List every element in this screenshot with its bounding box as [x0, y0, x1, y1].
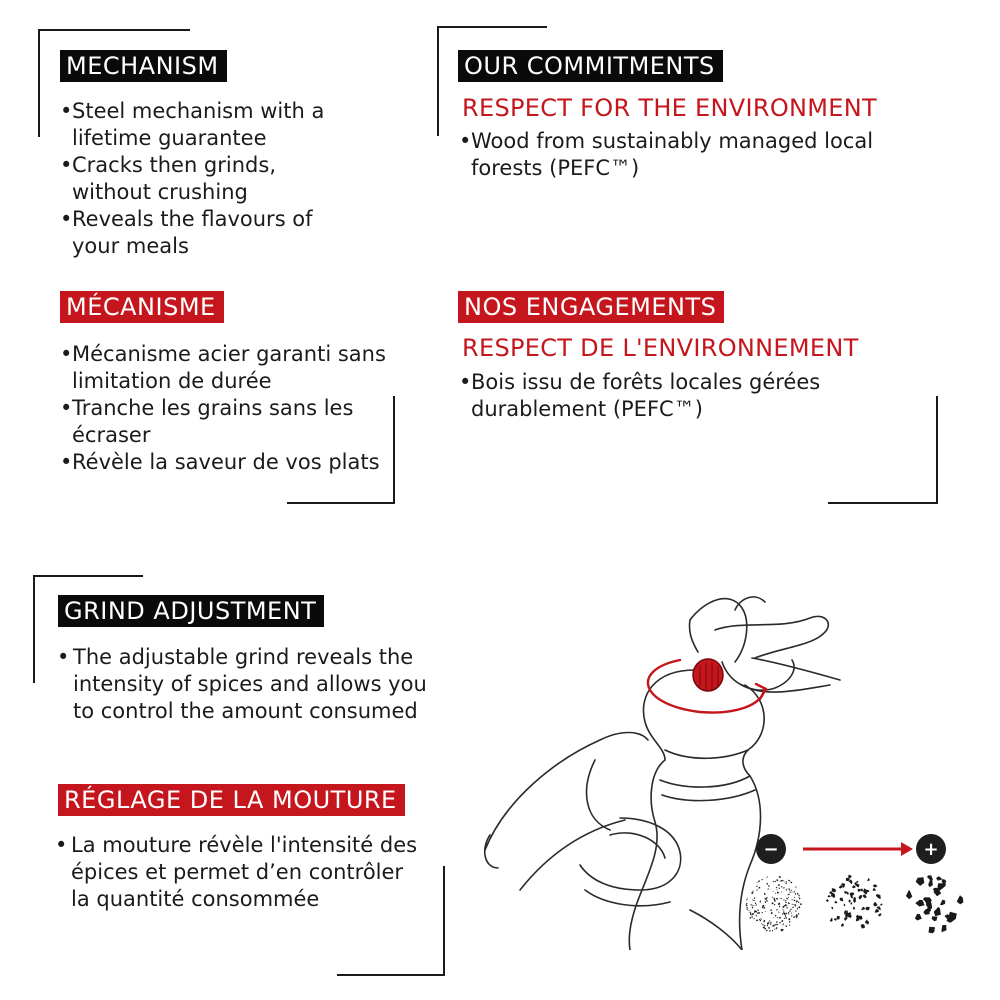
list-item: • Tranche les grains sans les écraser — [60, 395, 390, 449]
grind-particle — [795, 910, 796, 911]
grind-particle — [848, 900, 850, 903]
grind-particle — [790, 892, 792, 893]
grind-list — [57, 644, 427, 725]
grind-particle — [780, 898, 782, 899]
grind-particle — [781, 886, 782, 888]
grind-particle — [798, 902, 799, 904]
grind-particle — [786, 890, 787, 891]
grind-particle — [797, 909, 798, 910]
mecanisme-title: MÉCANISME — [60, 291, 224, 323]
grind-particle — [785, 915, 787, 917]
grind-particle — [781, 929, 782, 930]
grind-particle — [779, 888, 781, 889]
mecanisme-list — [60, 341, 390, 476]
grind-particle — [790, 909, 791, 911]
grind-particle — [846, 878, 850, 882]
grind-particle — [915, 914, 922, 921]
list-item: • The adjustable grind reveals the intensity of spices and allows you to control the amount consumed — [57, 644, 427, 725]
grind-particle — [792, 907, 794, 909]
grind-particle — [766, 897, 767, 898]
grind-particle — [934, 907, 941, 916]
grind-particle — [926, 903, 932, 909]
grind-particle — [788, 918, 790, 920]
grind-scale — [755, 832, 965, 868]
grind-particle — [765, 911, 766, 912]
grind-particle — [794, 900, 796, 901]
list-item: • Bois issu de forêts locales gérées durablement (PEFC™) — [459, 369, 879, 423]
grind-particle — [757, 909, 759, 911]
grind-particle — [752, 899, 753, 900]
grind-particle — [791, 912, 792, 914]
grind-particle — [770, 922, 772, 923]
mechanism-title: MECHANISM — [60, 50, 227, 82]
grind-particle — [793, 904, 794, 905]
grind-particle — [789, 924, 790, 926]
grind-particle — [781, 891, 782, 893]
coarse-grind-icon — [903, 872, 967, 936]
grind-particle — [746, 899, 747, 900]
grind-particle — [915, 900, 924, 907]
grind-particle — [754, 912, 755, 913]
grind-particle — [789, 921, 791, 923]
grind-particle — [928, 879, 933, 887]
grind-particle — [764, 925, 766, 926]
grind-particle — [757, 882, 758, 883]
grind-particle — [789, 910, 791, 912]
grind-particle — [940, 900, 945, 906]
grind-particle — [746, 908, 747, 910]
grind-particle — [936, 876, 942, 880]
engagements-subtitle: RESPECT DE L'ENVIRONNEMENT — [462, 334, 859, 362]
grind-particle — [770, 923, 772, 925]
list-item: • La mouture révèle l'intensité des épices et permet d’en contrôler la quantité consommée — [55, 832, 425, 913]
grind-particle — [781, 880, 783, 882]
grind-particle — [770, 909, 772, 911]
grind-particle — [760, 920, 762, 922]
medium-grind-icon — [822, 872, 886, 936]
grind-particle — [775, 893, 776, 894]
grind-particle — [776, 909, 777, 910]
grind-particle — [752, 905, 753, 906]
grind-particle — [754, 897, 756, 899]
grind-particle — [786, 889, 787, 890]
grind-particle — [873, 888, 876, 891]
grind-particle — [788, 897, 789, 898]
grind-particle — [799, 898, 801, 900]
grind-particle — [792, 892, 793, 893]
grind-particle — [761, 879, 763, 880]
grind-particle — [783, 887, 785, 889]
grind-particle — [782, 909, 783, 910]
grind-particle — [776, 898, 778, 900]
grind-particle — [774, 928, 775, 929]
grind-particle — [795, 886, 797, 887]
grind-particle — [828, 895, 831, 897]
grind-particle — [791, 899, 792, 900]
grind-particle — [794, 905, 796, 906]
grind-particle — [916, 877, 925, 886]
grind-particle — [768, 888, 769, 889]
grind-particle — [755, 915, 757, 917]
grind-particle — [746, 907, 748, 908]
grind-particle — [753, 918, 755, 919]
grind-particle — [880, 904, 882, 906]
grind-particle — [772, 902, 774, 904]
grind-title: GRIND ADJUSTMENT — [58, 595, 324, 627]
grind-particle — [772, 925, 773, 926]
grind-particle — [776, 887, 778, 889]
grind-particle — [762, 907, 763, 909]
grind-particle — [777, 889, 778, 890]
grind-particle — [832, 888, 837, 892]
grind-particle — [844, 904, 846, 906]
grind-particle — [776, 924, 777, 925]
grind-particle — [865, 921, 869, 925]
grind-particle — [760, 918, 762, 919]
grind-particle — [878, 913, 881, 916]
grind-particle — [793, 891, 795, 892]
grind-particle — [764, 893, 766, 895]
grind-particle — [792, 904, 793, 905]
grind-particle — [776, 879, 778, 881]
grind-particle — [861, 907, 865, 911]
engagements-list — [459, 369, 879, 423]
grind-particle — [755, 903, 756, 905]
grind-particle — [785, 917, 787, 919]
grind-particle — [791, 881, 793, 883]
grind-particle — [786, 882, 787, 884]
grind-particle — [751, 916, 753, 918]
list-item: • Steel mechanism with a lifetime guarantee — [60, 98, 340, 152]
grind-particle — [780, 880, 781, 881]
grind-particle — [786, 881, 787, 882]
grind-particle — [784, 918, 785, 919]
grind-particle — [830, 918, 833, 922]
grind-particle — [769, 920, 770, 921]
grind-particle — [773, 891, 774, 892]
grind-particle — [844, 917, 848, 921]
grind-particle — [758, 887, 760, 889]
grind-particle — [831, 907, 833, 910]
commitments-title: OUR COMMITMENTS — [458, 50, 723, 82]
grind-particle — [755, 905, 756, 906]
grind-particle — [873, 884, 878, 887]
grind-particle — [798, 906, 800, 908]
grind-particle — [759, 919, 760, 920]
grind-particle — [776, 921, 778, 923]
fine-grind-icon — [742, 872, 806, 936]
grind-particle — [752, 891, 753, 892]
engagements-title: NOS ENGAGEMENTS — [458, 291, 724, 323]
grind-particle — [841, 923, 844, 926]
grind-particle — [783, 911, 785, 913]
grind-particle — [766, 930, 768, 932]
grind-particle — [760, 900, 761, 902]
grind-particle — [789, 889, 791, 891]
grind-particle — [786, 905, 787, 906]
grind-particle — [765, 901, 767, 903]
grind-particle — [779, 876, 781, 878]
grind-particle — [875, 909, 879, 913]
grind-particle — [750, 904, 751, 905]
list-item: • Mécanisme acier garanti sans limitation de durée — [60, 341, 390, 395]
grind-particle — [791, 890, 792, 891]
grind-particle — [796, 900, 798, 902]
grind-particle — [798, 895, 799, 897]
grind-particle — [771, 912, 773, 914]
grind-particle — [783, 913, 786, 915]
grind-particle — [798, 897, 799, 898]
grind-particle — [873, 902, 877, 906]
commitments-subtitle: RESPECT FOR THE ENVIRONMENT — [462, 94, 877, 122]
grind-particle — [831, 893, 834, 897]
grind-particle — [849, 879, 853, 884]
grind-particle — [932, 916, 938, 921]
grind-particle — [785, 900, 786, 901]
grind-particle — [778, 912, 779, 913]
grind-particle — [798, 913, 800, 915]
grind-particle — [957, 895, 964, 904]
grind-particle — [782, 924, 783, 925]
grind-particle — [786, 898, 788, 900]
grind-particle — [762, 905, 764, 907]
grind-particle — [784, 881, 785, 882]
grind-particle — [777, 909, 778, 910]
grind-particle — [761, 912, 763, 914]
svg-text:−: − — [763, 839, 779, 860]
grind-particle — [929, 927, 936, 934]
grind-particle — [791, 915, 792, 917]
grind-particle — [836, 916, 840, 920]
grind-particle — [767, 876, 768, 878]
grind-particle — [775, 915, 777, 917]
grind-particle — [788, 914, 789, 915]
grind-particle — [800, 903, 802, 905]
grind-particle — [777, 917, 778, 918]
grind-particle — [766, 883, 768, 885]
grind-particle — [794, 897, 795, 898]
grind-particle — [850, 902, 852, 904]
grind-particle — [772, 930, 773, 931]
grind-particle — [781, 930, 783, 931]
grind-particle — [786, 907, 788, 908]
grind-particle — [773, 881, 775, 882]
grind-particle — [775, 881, 776, 882]
grind-particle — [753, 900, 755, 902]
grind-particle — [779, 906, 780, 908]
grind-particle — [779, 922, 781, 924]
grind-particle — [793, 916, 795, 918]
reglage-list — [55, 832, 425, 913]
grind-particle — [858, 889, 861, 892]
list-item: • Révèle la saveur de vos plats — [60, 449, 390, 476]
grind-particle — [782, 913, 784, 914]
grind-particle — [783, 899, 784, 900]
grind-particle — [752, 907, 753, 909]
grind-particle — [797, 893, 799, 895]
grind-particle — [772, 897, 773, 898]
grind-particle — [782, 906, 784, 908]
grind-particle — [756, 904, 757, 905]
grind-particle — [861, 924, 866, 929]
grind-particle — [863, 894, 867, 898]
grind-particle — [762, 924, 763, 925]
grind-particle — [746, 903, 747, 905]
grind-particle — [826, 899, 829, 902]
reglage-title: RÉGLAGE DE LA MOUTURE — [58, 784, 405, 816]
grind-particle — [749, 917, 751, 919]
grind-particle — [774, 917, 775, 918]
grind-particle — [763, 907, 765, 909]
grind-particle — [860, 889, 863, 892]
grind-particle — [761, 923, 762, 924]
grind-particle — [834, 918, 837, 921]
grind-particle — [768, 885, 770, 887]
grind-particle — [764, 928, 766, 930]
grind-particle — [777, 892, 779, 894]
grind-particle — [768, 927, 770, 929]
grind-particle — [756, 885, 758, 887]
grind-particle — [834, 901, 837, 903]
grind-particle — [769, 930, 771, 931]
grind-particle — [785, 902, 787, 904]
grind-particle — [778, 884, 780, 886]
grind-particle — [756, 919, 758, 921]
grind-particle — [747, 897, 748, 898]
grind-particle — [867, 878, 870, 881]
mechanism-list — [60, 98, 340, 260]
grind-particle — [780, 898, 781, 899]
grind-particle — [779, 917, 781, 919]
grind-particle — [852, 885, 856, 888]
grind-particle — [839, 885, 842, 888]
grind-particle — [774, 924, 776, 926]
grind-particle — [753, 905, 754, 906]
list-item: • Cracks then grinds, without crushing — [60, 152, 340, 206]
grind-particle — [788, 880, 790, 881]
grind-particle — [906, 890, 912, 900]
list-item: • Wood from sustainably managed local forests (PEFC™) — [459, 128, 929, 182]
grind-particle — [795, 893, 796, 895]
grind-particle — [853, 899, 856, 903]
list-item: • Reveals the flavours of your meals — [60, 206, 340, 260]
grind-particle — [748, 910, 749, 911]
grind-particle — [942, 925, 947, 932]
grind-particle — [756, 889, 757, 891]
grind-particle — [758, 880, 760, 882]
grind-particle — [786, 913, 788, 915]
grind-particle — [767, 924, 768, 926]
svg-text:+: + — [923, 839, 939, 860]
grind-particle — [783, 909, 784, 910]
grind-particle — [781, 920, 783, 922]
grind-particle — [853, 907, 855, 910]
commitments-list — [459, 128, 929, 182]
grind-particle — [746, 904, 748, 906]
grind-particle — [757, 912, 759, 914]
grind-particle — [783, 923, 784, 924]
grind-particle — [774, 904, 776, 906]
grind-particle — [865, 907, 869, 911]
